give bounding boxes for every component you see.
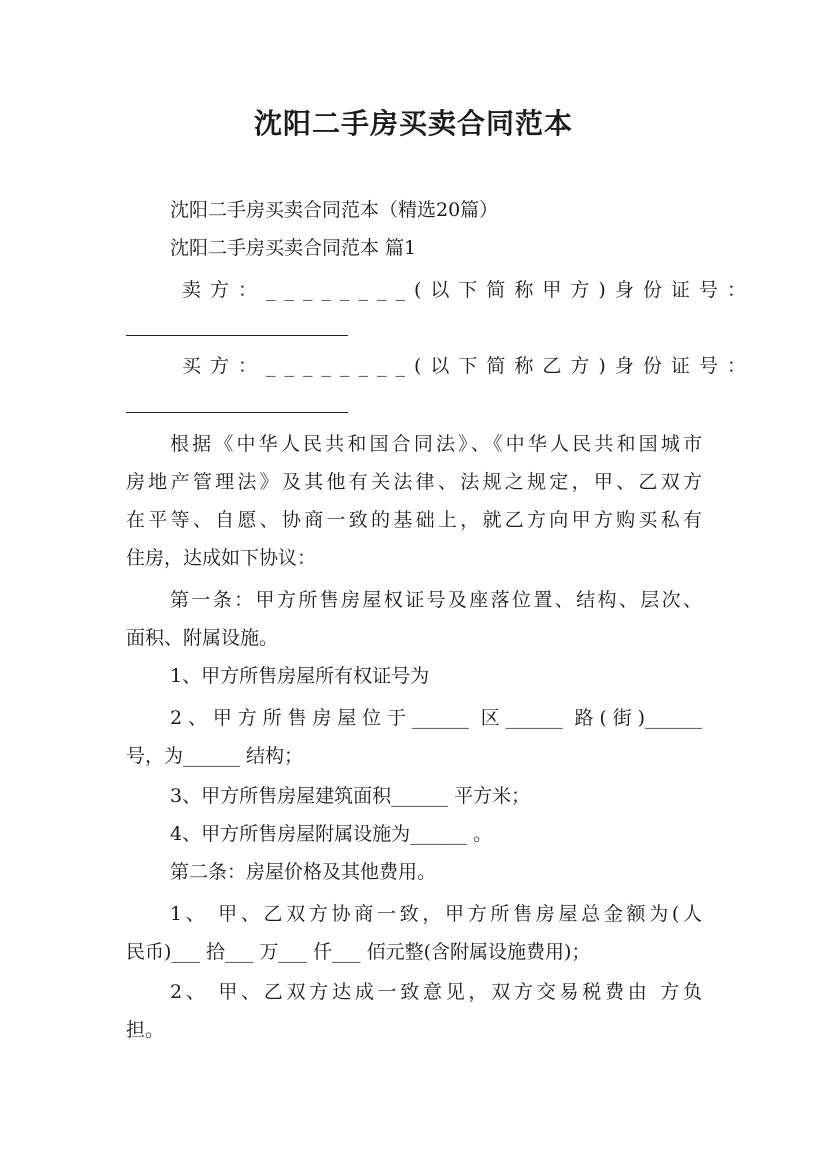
document-title: 沈阳二手房买卖合同范本: [253, 107, 573, 140]
document-subtitle: 沈阳二手房买卖合同范本（精选20篇）: [170, 199, 499, 221]
buyer-line: [182, 352, 755, 380]
basis-paragraph-line-2: 房地产管理法》及其他有关法律、法规之规定，甲、乙双方: [126, 471, 702, 493]
article-2-item-2-line-1: 2、 甲、乙双方达成一致意见，双方交易税费由 方负: [170, 981, 702, 1003]
article-1-item-3: 3、甲方所售房屋建筑面积______ 平方米；: [170, 785, 531, 807]
seller-id-blank: [126, 335, 348, 336]
seller-line: [182, 276, 755, 304]
article-1-item-2-line-1: 2、甲方所售房屋位于______ 区______ 路(街)______: [170, 707, 702, 729]
seller-line-text: 卖方：________(以下简称甲方)身份证号：: [182, 279, 755, 301]
article-1-item-2-line-2: 号，为______ 结构；: [126, 745, 304, 767]
article-2-heading: 第二条：房屋价格及其他费用。: [170, 861, 437, 883]
article-1-item-4: 4、甲方所售房屋附属设施为______ 。: [170, 823, 493, 845]
article-1-heading-line-2: 面积、附属设施。: [126, 627, 279, 649]
basis-paragraph-line-3: 在平等、自愿、协商一致的基础上，就乙方向甲方购买私有: [126, 509, 702, 531]
basis-paragraph-line-1: 根据《中华人民共和国合同法》、《中华人民共和国城市: [170, 433, 702, 455]
article-1-heading-line-1: 第一条：甲方所售房屋权证号及座落位置、结构、层次、: [170, 589, 702, 611]
chapter-heading: 沈阳二手房买卖合同范本 篇1: [170, 237, 417, 259]
article-2-item-2-line-2: 担。: [126, 1019, 165, 1041]
basis-paragraph-line-4: 住房，达成如下协议：: [126, 547, 317, 569]
article-1-item-1: 1、甲方所售房屋所有权证号为: [170, 665, 430, 687]
article-2-item-1-line-2: 民币)___ 拾___ 万___ 仟___ 佰元整(含附属设施费用)；: [126, 941, 591, 963]
article-2-item-1-line-1: 1、 甲、乙双方协商一致，甲方所售房屋总金额为(人: [170, 903, 702, 925]
buyer-id-blank: [126, 412, 348, 413]
buyer-line-text: 买方：________(以下简称乙方)身份证号：: [182, 355, 755, 377]
